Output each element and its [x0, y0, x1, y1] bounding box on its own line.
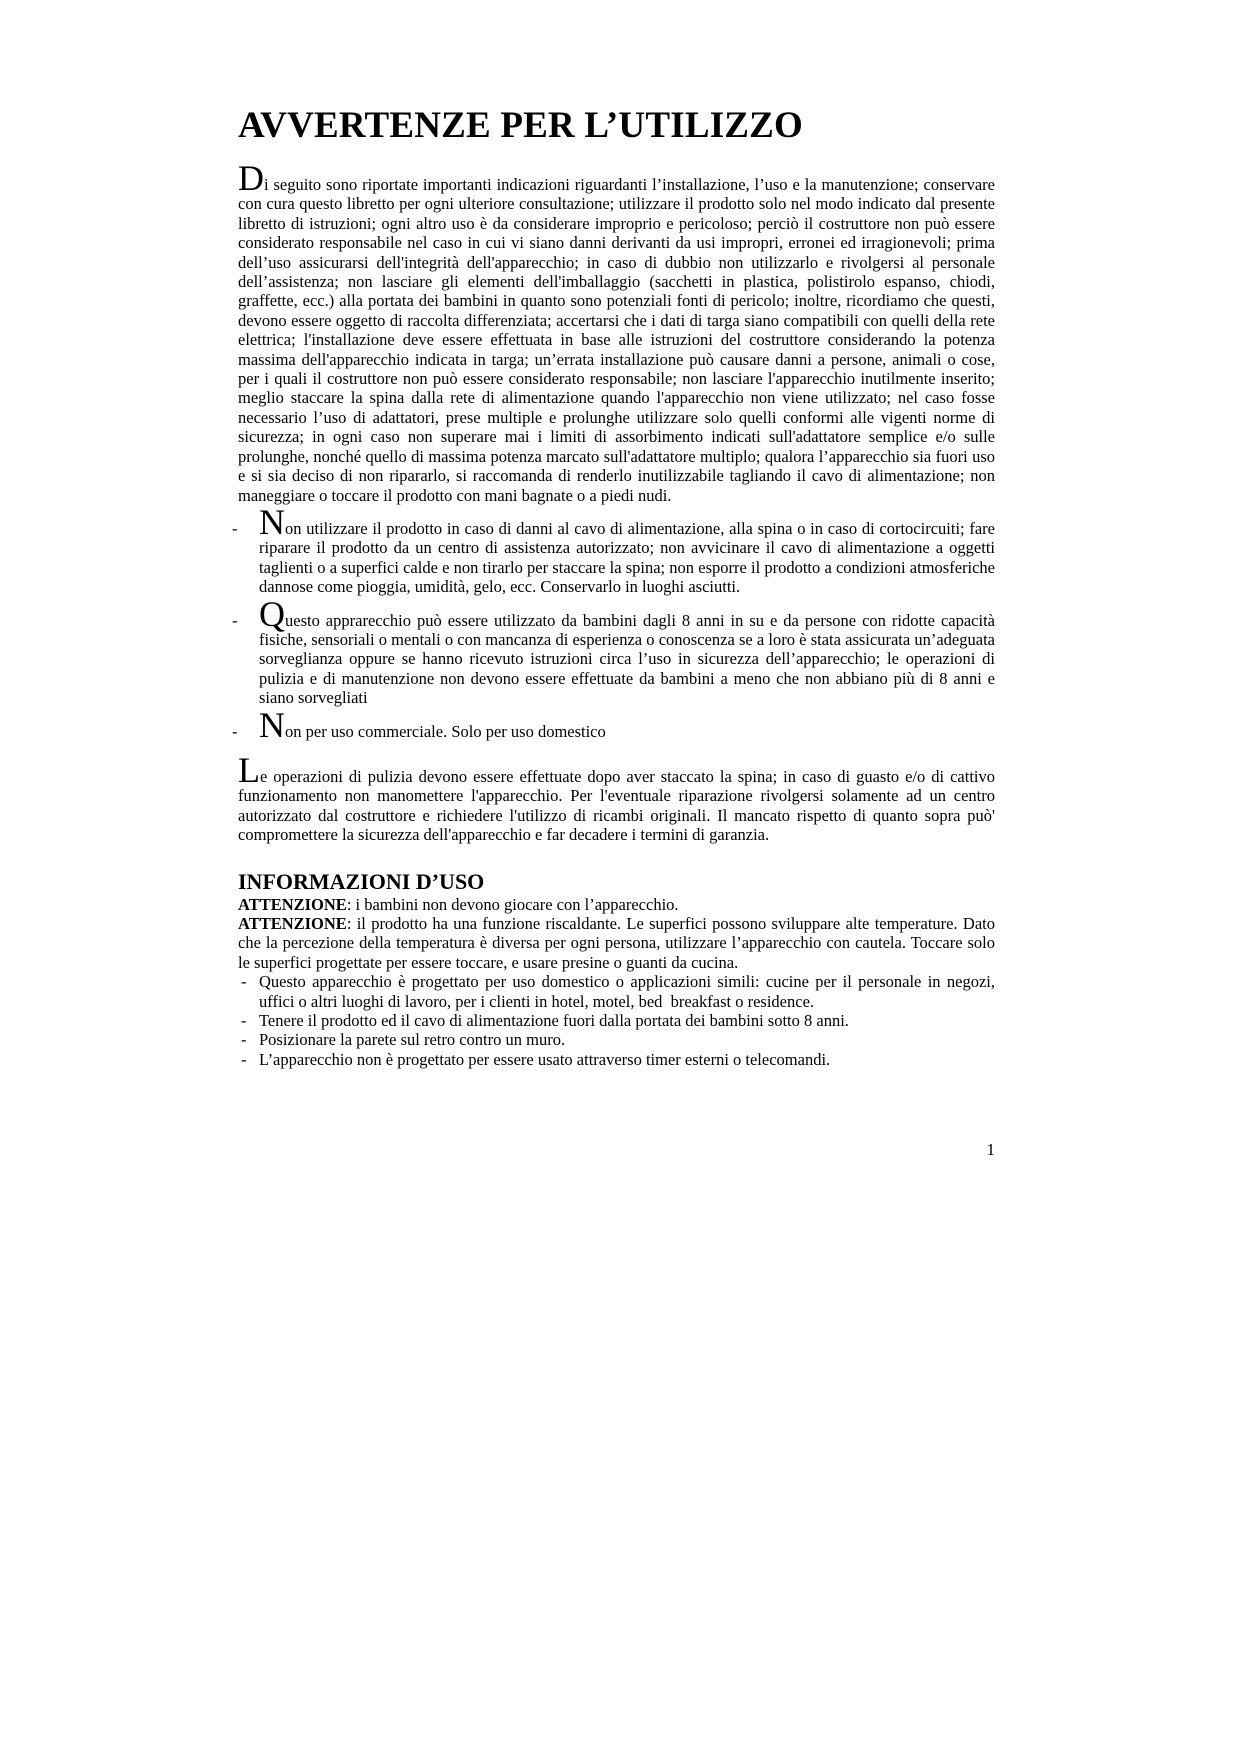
- dash-marker: -: [241, 1011, 247, 1031]
- dash-marker: -: [241, 1030, 247, 1050]
- cleaning-paragraph: [238, 749, 995, 845]
- usage-section-heading: INFORMAZIONI D’USO: [238, 868, 485, 894]
- warning-item: [232, 593, 995, 708]
- warning-item: [232, 501, 995, 597]
- info-bullet-text: Tenere il prodotto ed il cavo di alimentazione fuori dalla portata dei bambini sotto 8 anni.: [259, 1011, 849, 1031]
- intro-text: i seguito sono riportate importanti indicazioni riguardanti l’installazione, l’uso e la manutenzione; conservare con cura questo libretto per ogni ulteriore consultazione; utilizzare il prodotto solo nel modo indicato dal presente libretto di istruzioni; ogni altro uso è da considerare improprio e pericoloso; perciò il costruttore non può essere considerato responsabile nel caso in cui vi siano danni derivanti da usi impropri, erronei ed irragionevoli; prima dell’uso assicurarsi dell'integrità dell'apparecchio; in caso di dubbio non utilizzarlo e rivolgersi al personale dell’assistenza; non lasciare gli elementi dell'imballaggio (sacchetti in plastica, polistirolo espanso, chiodi, graffette, ecc.) alla portata dei bambini in quanto sono potenziali fonti di pericolo; inoltre, ricordiamo che questi, devono essere oggetto di raccolta differenziata; accertarsi che i dati di targa siano compatibili con quelli della rete elettrica; l'installazione deve essere effettuata in base alle istruzioni del costruttore considerando la potenza massima dell'apparecchio indicata in targa; un’errata installazione può causare danni a persone, animali o cose, per i quali il costruttore non può essere considerato responsabile; non lasciare l'apparecchio inutilmente inserito; meglio staccare la spina dalla rete di alimentazione quando l'apparecchio non viene utilizzato; nel caso fosse necessario l’uso di adattatori, prese multiple e prolunghe utilizzare solo quelli conformi alle vigenti norme di sicurezza; in ogni caso non superare mai i limiti di assorbimento indicati sull'adattatore semplice e/o sulle prolunghe, nonché quello di massima potenza marcato sull'adattatore multiplo; qualora l’apparecchio sia fuori uso e si sia deciso di non ripararlo, si raccomanda di renderlo inutilizzabile tagliando il cavo di alimentazione; non maneggiare o toccare il prodotto con mani bagnate o a piedi nudi.: [238, 175, 995, 505]
- intro-paragraph: [238, 158, 995, 505]
- document-content: [232, 0, 995, 1069]
- intro-dropcap: D: [238, 158, 264, 198]
- cleaning-text: e operazioni di pulizia devono essere effettuate dopo aver staccato la spina; in caso di guasto e/o di cattivo funzionamento non manomettere l'apparecchio. Per l'eventuale riparazione rivolgersi solamente ad un centro autorizzato dal costruttore e richiedere l'utilizzo di ricambi originali. Il mancato rispetto di quanto sopra può' compromettere la sicurezza dell'apparecchio e far decadere i termini di garanzia.: [238, 766, 995, 845]
- attention-paragraph: [238, 914, 995, 972]
- warning-text: uesto apprarecchio può essere utilizzato da bambini dagli 8 anni in su e da persone con ridotte capacità fisiche, sensoriali o mentali o con mancanza di esperienza o conoscenza se a loro è stata assicurata un’adeguata sorveglianza oppure se hanno ricevuto istruzioni circa l’uso in sicurezza dell’apparecchio; le operazioni di pulizia e di manutenzione non devono essere effettuate da bambini a meno che non abbiano più di 8 anni e siano sorvegliati: [259, 610, 995, 708]
- info-bullet-text: Posizionare la parete sul retro contro un muro.: [259, 1030, 566, 1050]
- info-bullet-text: Questo apparecchio è progettato per uso domestico o applicazioni simili: cucine per il personale in negozi, uffici o altri luoghi di lavoro, per i clienti in hotel, motel, bed breakfast o residence.: [259, 972, 995, 1011]
- warning-dropcap: Q: [259, 593, 285, 634]
- attention-label: ATTENZIONE: [238, 894, 347, 914]
- page-title: AVVERTENZE PER L’UTILIZZO: [238, 105, 804, 146]
- warning-paragraph: [259, 704, 995, 745]
- attention-paragraph: [238, 895, 995, 914]
- dash-marker: -: [241, 1049, 247, 1069]
- dash-marker: -: [232, 610, 238, 630]
- attention-text: : i bambini non devono giocare con l’apparecchio.: [346, 894, 679, 914]
- warning-text: on utilizzare il prodotto in caso di danni al cavo di alimentazione, alla spina o in caso di cortocircuiti; fare riparare il prodotto da un centro di assistenza autorizzato; non avvicinare il cavo di alimentazione a oggetti taglienti o a superfici calde e non tirarlo per staccare la spina; non esporre il prodotto a condizioni atmosferiche dannose come pioggia, umidità, gelo, ecc. Conservarlo in luoghi asciutti.: [259, 518, 995, 597]
- info-bullet-item: [238, 1011, 995, 1030]
- attention-label: ATTENZIONE: [238, 914, 347, 933]
- dash-marker: -: [241, 972, 247, 992]
- warning-paragraph: [259, 593, 995, 708]
- info-bullet-item: [238, 1030, 995, 1049]
- warning-text: on per uso commerciale. Solo per uso domestico: [285, 721, 606, 741]
- warning-dropcap: N: [259, 704, 285, 745]
- info-bullet-item: [238, 1050, 995, 1069]
- dash-marker: -: [232, 518, 238, 538]
- page-number: 1: [986, 1140, 995, 1159]
- warning-item: [232, 704, 995, 745]
- warning-dropcap: N: [259, 501, 285, 542]
- warning-paragraph: [259, 501, 995, 597]
- dash-marker: -: [232, 721, 238, 741]
- attention-text: : il prodotto ha una funzione riscaldante. Le superfici possono sviluppare alte temperature. Dato che la percezione della temperatura è diversa per ogni persona, utilizzare l’apparecchio con cautela. Toccare solo le superfici progettate per essere toccare, e usare presine o guanti da cucina.: [238, 914, 995, 972]
- info-bullet-item: [238, 972, 995, 1011]
- cleaning-dropcap: L: [238, 749, 260, 790]
- info-bullet-text: L’apparecchio non è progettato per essere usato attraverso timer esterni o telecomandi.: [259, 1049, 831, 1069]
